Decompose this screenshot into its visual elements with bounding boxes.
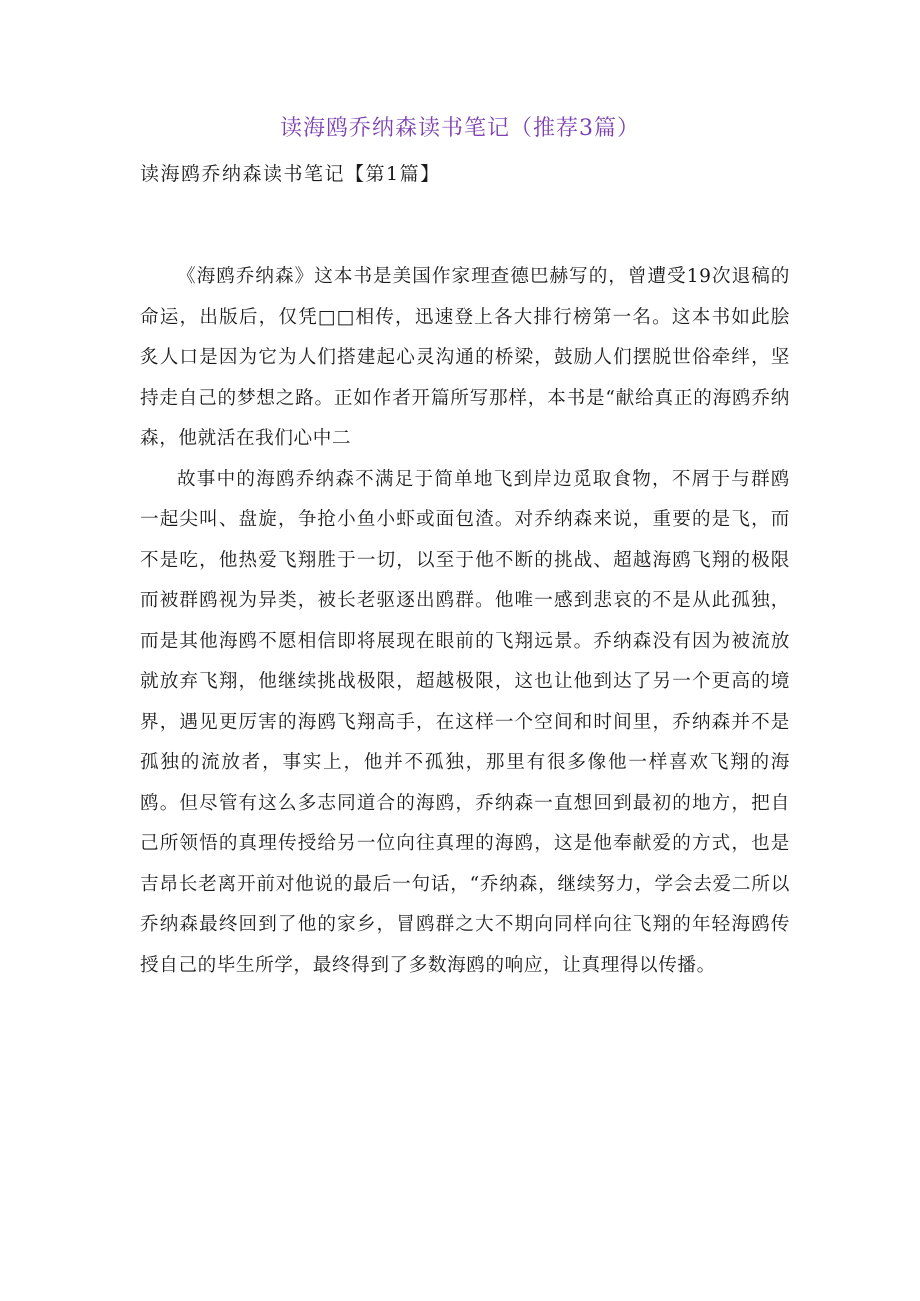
section-heading: 读海鸥乔纳森读书笔记【第1篇】 — [140, 163, 441, 185]
document-title: 读海鸥乔纳森读书笔记（推荐3篇） — [280, 116, 640, 141]
paragraph-2: 故事中的海鸥乔纳森不满足于简单地飞到岸边觅取食物，不屑于与群鸥一起尖叫、盘旋，争抢小鱼小虾或面包渣。对乔纳森来说，重要的是飞，而不是吃，他热爱飞翔胜于一切，以至于他不断的挑战、超越海鸥飞翔的极限而被群鸥视为异类，被长老驱逐出鸥群。他唯一感到悲哀的不是从此孤独，而是其他海鸥不愿相信即将展现在眼前的飞翔远景。乔纳森没有因为被流放就放弃飞翔，他继续挑战极限，超越极限，这也让他到达了另一个更高的境界，遇见更厉害的海鸥飞翔高手，在这样一个空间和时间里，乔纳森并不是孤独的流放者，事实上，他并不孤独，那里有很多像他一样喜欢飞翔的海鸥。但尽管有这么多志同道合的海鸥，乔纳森一直想回到最初的地方，把自己所领悟的真理传授给另一位向往真理的海鸥，这是他奉献爱的方式，也是吉昂长老离开前对他说的最后一句话，“乔纳森，继续努力，学会去爱二所以乔纳森最终回到了他的家乡，冒鸥群之大不期向同样向往飞翔的年轻海鸥传授自己的毕生所学，最终得到了多数海鸥的响应，让真理得以传播。 — [140, 468, 790, 976]
body-text — [140, 257, 790, 986]
paragraph-1: 《海鸥乔纳森》这本书是美国作家理查德巴赫写的，曾遭受19次退稿的命运，出版后，仅凭□□相传，迅速登上各大排行榜第一名。这本书如此脍炙人口是因为它为人们搭建起心灵沟通的桥梁，鼓励人们摆脱世俗牵绊，坚持走自己的梦想之路。正如作者开篇所写那样，本书是“献给真正的海鸥乔纳森，他就活在我们心中二 — [140, 266, 790, 449]
